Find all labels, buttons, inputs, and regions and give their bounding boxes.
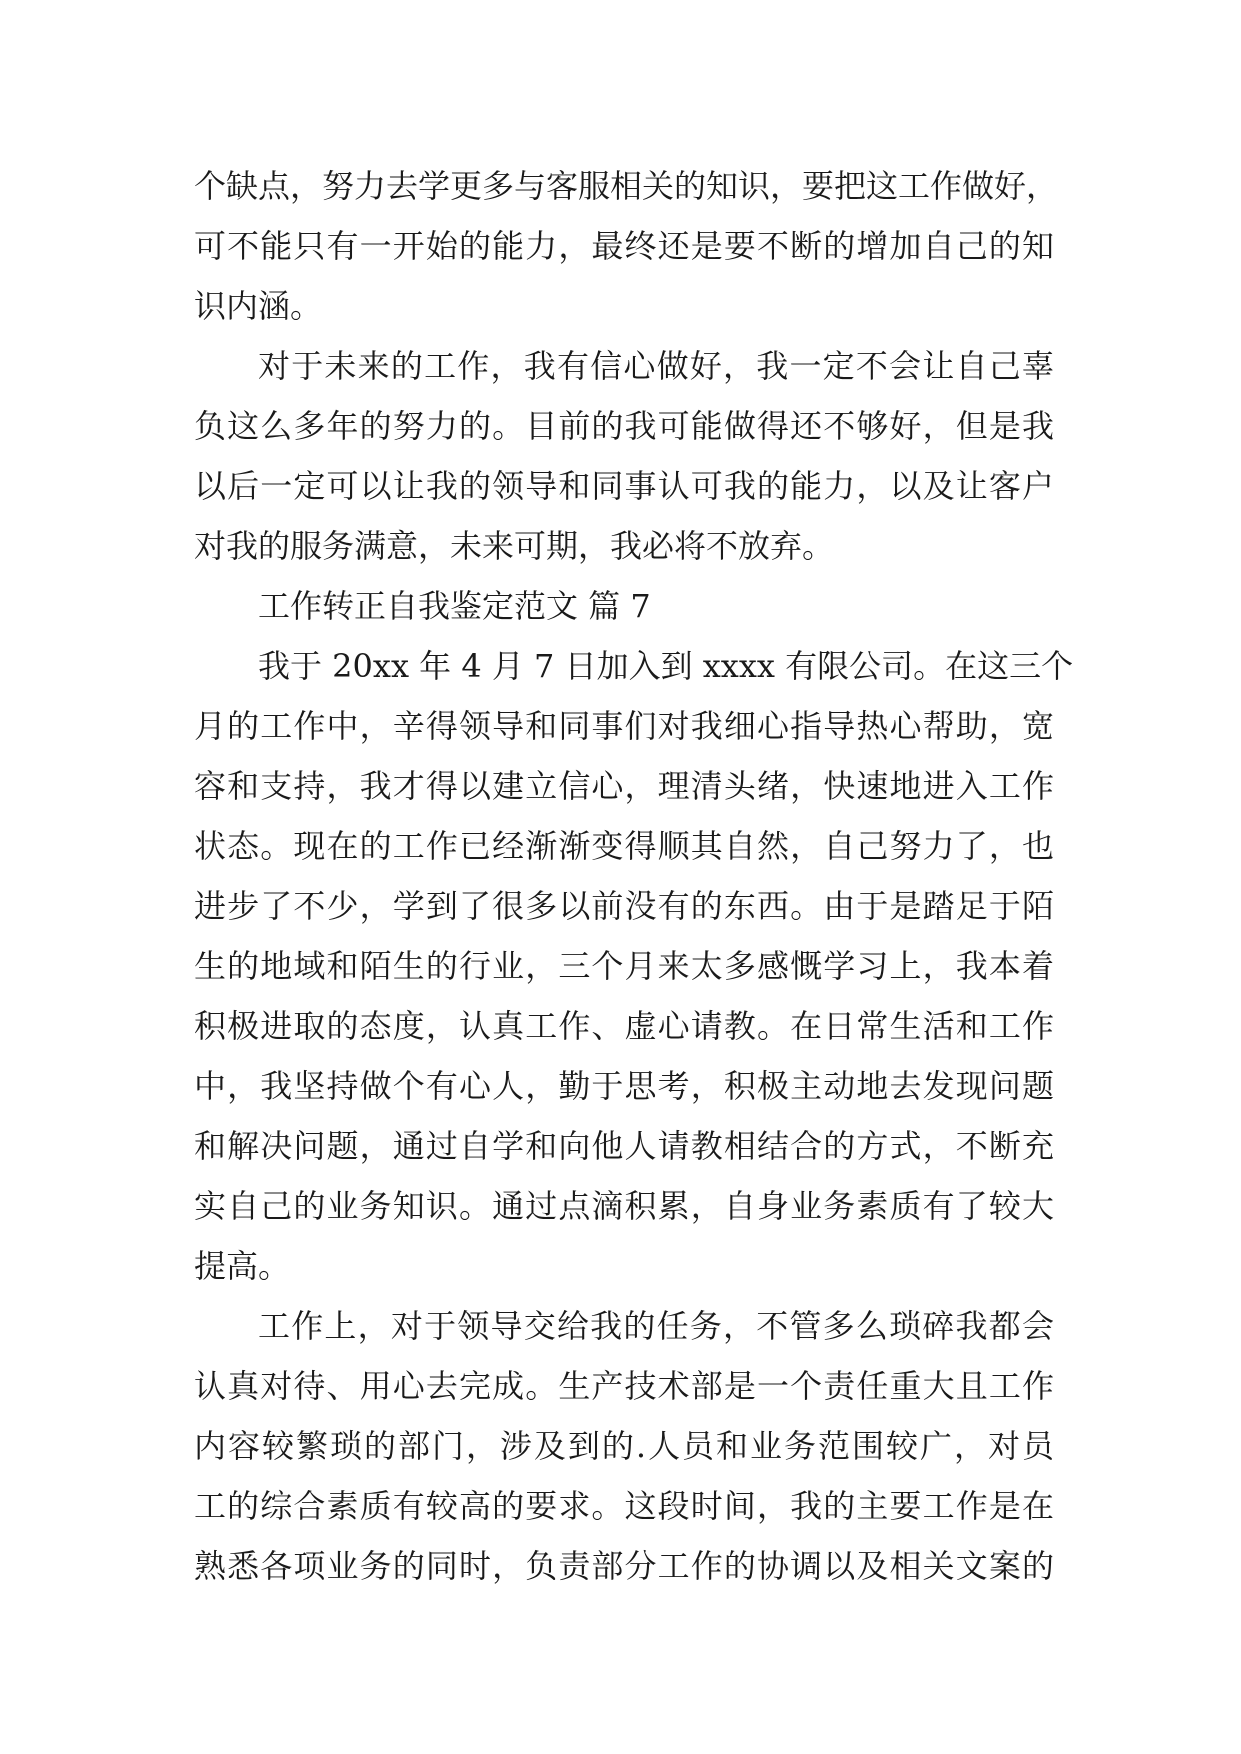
text-line: 工作上，对于领导交给我的任务，不管多么琐碎我都会 [258, 1307, 1054, 1345]
text-line: 可不能只有一开始的能力，最终还是要不断的增加自己的知 [194, 227, 1054, 265]
text-line: 负这么多年的努力的。目前的我可能做得还不够好，但是我 [194, 407, 1054, 445]
text-line: 个缺点，努力去学更多与客服相关的知识，要把这工作做好， [194, 167, 1059, 205]
paragraph [194, 636, 1074, 1296]
text-line: 提高。 [194, 1247, 291, 1285]
text-line: 实自己的业务知识。通过点滴积累，自身业务素质有了较大 [194, 1187, 1054, 1225]
text-line: 和解决问题，通过自学和向他人请教相结合的方式，不断充 [194, 1127, 1054, 1165]
text-line: 内容较繁琐的部门，涉及到的.人员和业务范围较广，对员 [194, 1427, 1054, 1465]
text-line: 认真对待、用心去完成。生产技术部是一个责任重大且工作 [194, 1367, 1054, 1405]
paragraph [194, 336, 1054, 576]
text-line: 我于 20xx 年 4 月 7 日加入到 xxxx 有限公司。在这三个 [258, 647, 1074, 685]
text-line: 对于未来的工作，我有信心做好，我一定不会让自己辜 [258, 347, 1054, 385]
text-line: 中，我坚持做个有心人，勤于思考，积极主动地去发现问题 [194, 1067, 1054, 1105]
text-line: 状态。现在的工作已经渐渐变得顺其自然，自己努力了，也 [194, 827, 1054, 865]
text-line: 以后一定可以让我的领导和同事认可我的能力，以及让客户 [194, 467, 1054, 505]
paragraph [194, 1296, 1054, 1596]
text-line: 月的工作中，辛得领导和同事们对我细心指导热心帮助，宽 [194, 707, 1054, 745]
text-line: 容和支持，我才得以建立信心，理清头绪，快速地进入工作 [194, 767, 1054, 805]
heading-text: 工作转正自我鉴定范文 篇 7 [258, 587, 651, 625]
paragraph [194, 156, 1059, 336]
text-line: 积极进取的态度，认真工作、虚心请教。在日常生活和工作 [194, 1007, 1054, 1045]
text-line: 工的综合素质有较高的要求。这段时间，我的主要工作是在 [194, 1487, 1054, 1525]
text-line: 识内涵。 [194, 287, 323, 325]
document-body [194, 156, 1074, 1596]
section-heading [194, 576, 1054, 636]
text-line: 对我的服务满意，未来可期，我必将不放弃。 [194, 527, 835, 565]
text-line: 进步了不少，学到了很多以前没有的东西。由于是踏足于陌 [194, 887, 1054, 925]
text-line: 生的地域和陌生的行业，三个月来太多感慨学习上，我本着 [194, 947, 1054, 985]
text-line: 熟悉各项业务的同时，负责部分工作的协调以及相关文案的 [194, 1547, 1054, 1585]
